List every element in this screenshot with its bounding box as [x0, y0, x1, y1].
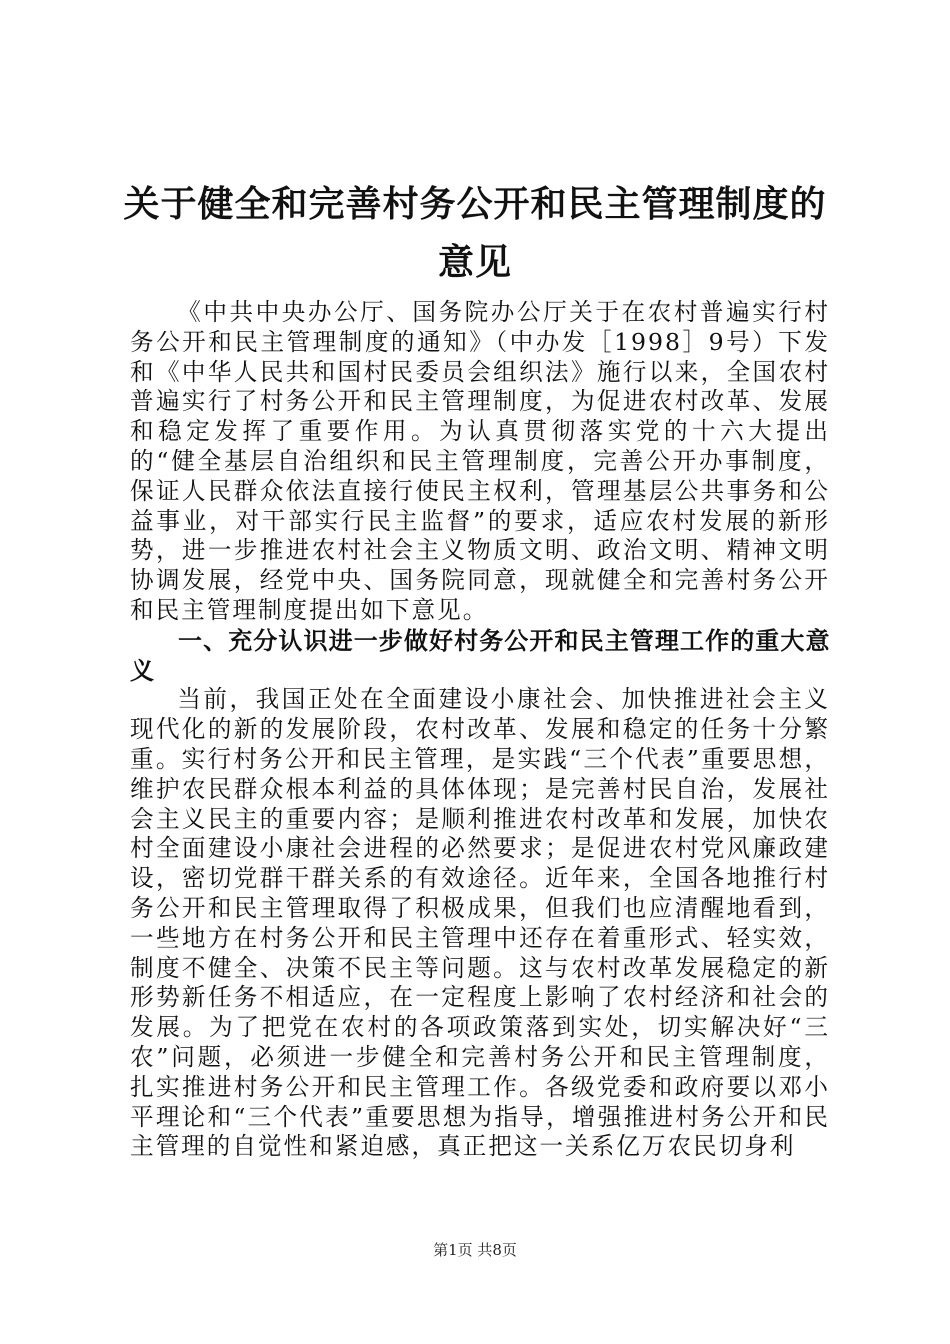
document-body [130, 298, 830, 1162]
page-number-footer: 第1页 共8页 [433, 1241, 517, 1259]
document-title: 关于健全和完善村务公开和民主管理制度的意见 [123, 183, 827, 283]
section-paragraph: 当前，我国正处在全面建设小康社会、加快推进社会主义现代化的新的发展阶段，农村改革、发展和稳定的任务十分繁重。实行村务公开和民主管理，是实践“三个代表”重要思想，维护农民群众根本利益的具体体现；是完善村民自治，发展社会主义民主的重要内容；是顺利推进农村改革和发展，加快农村全面建设小康社会进程的必然要求；是促进农村党风廉政建设，密切党群干群关系的有效途径。近年来，全国各地推行村务公开和民主管理取得了积极成果，但我们也应清醒地看到，一些地方在村务公开和民主管理中还存在着重形式、轻实效，制度不健全、决策不民主等问题。这与农村改革发展稳定的新形势新任务不相适应，在一定程度上影响了农村经济和社会的发展。为了把党在农村的各项政策落到实处，切实解决好“三农”问题，必须进一步健全和完善村务公开和民主管理制度，扎实推进村务公开和民主管理工作。各级党委和政府要以邓小平理论和“三个代表”重要思想为指导，增强推进村务公开和民主管理的自觉性和紧迫感，真正把这一关系亿万农民切身利 [130, 685, 830, 1161]
section-heading: 一、充分认识进一步做好村务公开和民主管理工作的重大意义 [130, 625, 830, 685]
intro-paragraph: 《中共中央办公厅、国务院办公厅关于在农村普遍实行村务公开和民主管理制度的通知》（中办发［1998］9号）下发和《中华人民共和国村民委员会组织法》施行以来，全国农村普遍实行了村务公开和民主管理制度，为促进农村改革、发展和稳定发挥了重要作用。为认真贯彻落实党的十六大提出的“健全基层自治组织和民主管理制度，完善公开办事制度，保证人民群众依法直接行使民主权利，管理基层公共事务和公益事业，对干部实行民主监督”的要求，适应农村发展的新形势，进一步推进农村社会主义物质文明、政治文明、精神文明协调发展，经党中央、国务院同意，现就健全和完善村务公开和民主管理制度提出如下意见。 [130, 298, 830, 624]
